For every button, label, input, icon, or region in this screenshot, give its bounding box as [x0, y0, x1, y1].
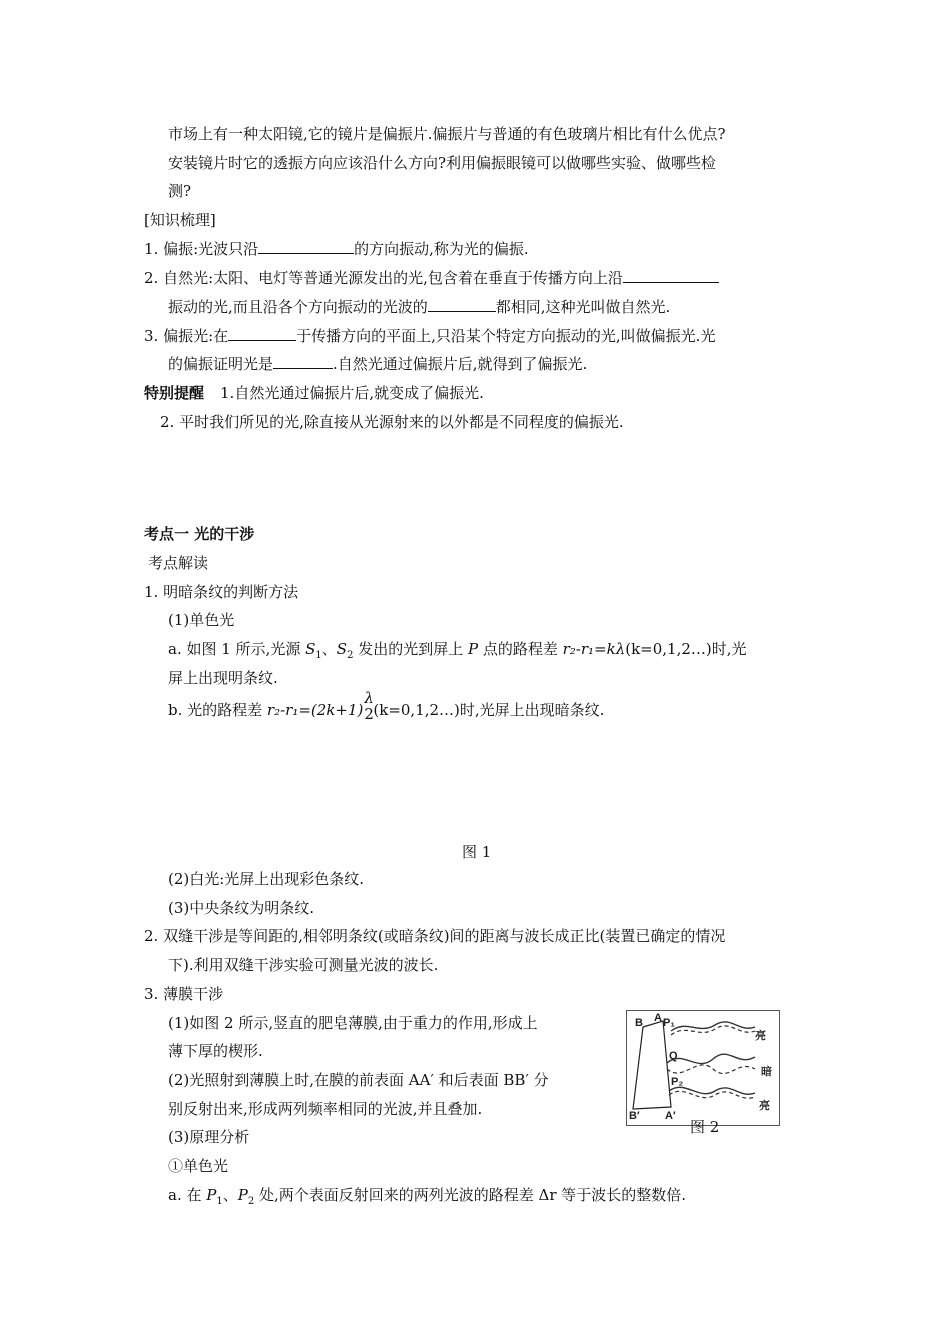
text: 1. 偏振:光波只沿	[144, 240, 259, 258]
label-b-prime: B′	[629, 1110, 640, 1122]
section-title: 考点一 光的干涉	[144, 525, 255, 543]
label-p1: P₁	[663, 1017, 675, 1029]
text: 发出的光到屏上	[353, 640, 468, 658]
text: 、	[321, 640, 337, 658]
point-3-1-line-1: (1)如图 2 所示,竖直的肥皂薄膜,由于重力的作用,形成上	[168, 1014, 538, 1032]
label-q: Q	[669, 1050, 678, 1062]
text: a. 在	[168, 1186, 207, 1204]
math: λ	[364, 689, 374, 707]
math: r₂-r₁=kλ	[562, 640, 626, 658]
text: 于传播方向的平面上,只沿某个特定方向振动的光,叫做偏振光.光	[296, 327, 716, 345]
fill-blank[interactable]	[228, 326, 296, 341]
knowledge-item-3-cont	[168, 354, 587, 374]
point-2-line-2: 下).利用双缝干涉实验可测量光波的波长.	[168, 956, 439, 974]
tip-label: 特别提醒	[144, 384, 205, 402]
math: P	[467, 640, 479, 658]
tip-line-2: 2. 平时我们所见的光,除直接从光源射来的以外都是不同程度的偏振光.	[160, 413, 624, 431]
point-1-a	[168, 639, 747, 666]
knowledge-item-1	[144, 239, 529, 259]
point-1-3: (3)中央条纹为明条纹.	[168, 899, 315, 917]
fraction	[363, 689, 374, 723]
intro-line-1: 市场上有一种太阳镜,它的镜片是偏振片.偏振片与普通的有色玻璃片相比有什么优点?	[168, 125, 726, 143]
math: 2	[364, 705, 374, 723]
point-2-line-1: 2. 双缝干涉是等间距的,相邻明条纹(或暗条纹)间的距离与波长成正比(装置已确定的情况	[144, 927, 726, 945]
intro-line-2: 安装镜片时它的透振方向应该沿什么方向?利用偏振眼镜可以做哪些实验、做哪些检	[168, 154, 717, 172]
text: 2. 自然光:太阳、电灯等普通光源发出的光,包含着在垂直于传播方向上沿	[144, 269, 623, 287]
math: 2	[247, 1196, 255, 1207]
label-bright-top: 亮	[755, 1030, 766, 1042]
label-p2: P₂	[671, 1076, 684, 1088]
math: S	[336, 640, 348, 658]
point-3-3: (3)原理分析	[168, 1128, 250, 1146]
section-subtitle: 考点解读	[148, 554, 209, 572]
figure-2-caption: 图 2	[690, 1118, 720, 1136]
math: 1	[216, 1196, 223, 1207]
text: .自然光通过偏振片后,就得到了偏振光.	[333, 355, 588, 373]
point-1-a-cont: 屏上出现明条纹.	[168, 669, 278, 687]
text: (k=0,1,2…)时,光屏上出现暗条纹.	[373, 701, 605, 719]
thin-film-diagram	[627, 1011, 779, 1125]
point-3-1-line-2: 薄下厚的楔形.	[168, 1042, 263, 1060]
label-b: B	[635, 1017, 643, 1029]
knowledge-item-2-cont	[168, 297, 670, 317]
point-3: 3. 薄膜干涉	[144, 985, 224, 1003]
text: 处,两个表面反射回来的两列光波的路程差 Δr 等于波长的整数倍.	[254, 1186, 687, 1204]
text: 、	[222, 1186, 238, 1204]
label-a: A	[654, 1012, 662, 1024]
figure-1-caption: 图 1	[462, 843, 492, 861]
wave-mid-dashed	[667, 1065, 755, 1074]
fill-blank[interactable]	[273, 354, 333, 369]
fill-blank[interactable]	[428, 297, 496, 312]
text: 的方向振动,称为光的偏振.	[354, 240, 529, 258]
point-1-2: (2)白光:光屏上出现彩色条纹.	[168, 870, 365, 888]
text: 1.自然光通过偏振片后,就变成了偏振光.	[220, 384, 484, 402]
text: 都相同,这种光叫做自然光.	[495, 298, 671, 316]
text: 3. 偏振光:在	[144, 327, 229, 345]
wave-bottom-solid	[669, 1087, 755, 1094]
tip-line-1	[144, 383, 484, 403]
knowledge-heading: [知识梳理]	[144, 211, 216, 229]
point-3-3-1: ①单色光	[168, 1157, 229, 1175]
point-1-b	[168, 689, 605, 723]
text: b. 光的路程差	[168, 701, 267, 719]
point-1: 1. 明暗条纹的判断方法	[144, 583, 299, 601]
fill-blank[interactable]	[623, 268, 719, 283]
math: S	[305, 640, 316, 658]
label-a-prime: A′	[665, 1110, 676, 1122]
point-3-a	[168, 1185, 686, 1212]
figure-2-thin-film	[626, 1010, 780, 1126]
fill-blank[interactable]	[258, 239, 354, 254]
text: a. 如图 1 所示,光源	[168, 640, 306, 658]
math: 2	[347, 650, 354, 661]
soap-film-wedge	[633, 1021, 671, 1109]
text: 点的路程差	[478, 640, 563, 658]
text: 的偏振证明光是	[168, 355, 274, 373]
text: (k=0,1,2…)时,光	[625, 640, 747, 658]
intro-line-3: 测?	[168, 182, 192, 200]
text: 振动的光,而且沿各个方向振动的光波的	[168, 298, 428, 316]
math: r₂-r₁=(2k+1)	[266, 701, 364, 719]
math: P	[206, 1186, 217, 1204]
point-3-2-line-1: (2)光照射到薄膜上时,在膜的前表面 AA′ 和后表面 BB′ 分	[168, 1071, 549, 1089]
math: 1	[315, 650, 322, 661]
knowledge-item-2	[144, 268, 719, 288]
label-dark: 暗	[761, 1066, 772, 1078]
knowledge-item-3	[144, 326, 715, 346]
point-1-1: (1)单色光	[168, 611, 235, 629]
label-bright-bottom: 亮	[759, 1100, 770, 1112]
point-3-2-line-2: 别反射出来,形成两列频率相同的光波,并且叠加.	[168, 1100, 483, 1118]
math: P	[237, 1186, 248, 1204]
wave-mid-solid	[667, 1054, 755, 1063]
